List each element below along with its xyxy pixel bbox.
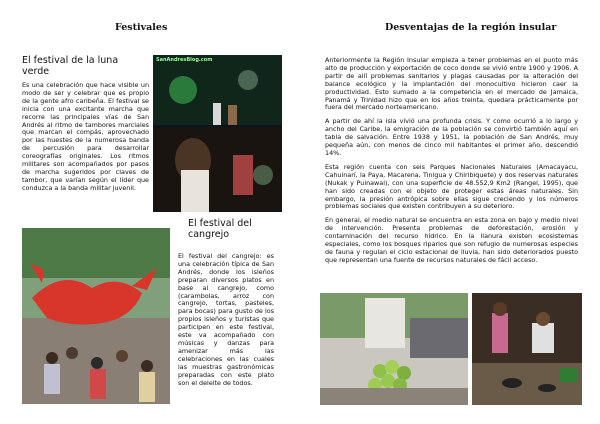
paragraph: En general, el medio natural se encuentra en esta zona en bajo y medio nivel de intervención. Presenta problemas de deforestación, erosión y contaminación del recurso hídrico. En la llanura existen ecosistemas especiales, como los bosques riparios que son refugio de numerosas especies de fauna y regulan el ciclo estacional de lluvia, han sido deteriorados puesto que representan una fuente de recursos naturales de fácil acceso. (325, 216, 578, 264)
paragraph: Esta región cuenta con seis Parques Nacionales Naturales (Amacayacu, Cahuinarí, la Paya, Macarena, Tinigua y Chiribiquete) y dos reservas naturales (Nukak y Puinawai), con una superficie de 48.552,9 Km2 (Rangel, 1995), que han sido creadas con el objeto de proteger estas áreas naturales. Sin embargo, la presión antrópica sobre ellas sigue creciendo y los números problemas sociales que existen contribuyen a su deterioro. (325, 162, 578, 211)
section-body-cangrejo: El festival del cangrejo: es una celebración típica de San Andrés, donde los isleños preparan diversos platos en base al cangrejo, como (carambolas, arroz con cangrejo, tortas, pasteles, para bocas) para gusto de los propios isleños y turistas que participen en este festival, este va acompañado con músicas y danzas para amenizar más las celebraciones en las cuales las muestras gastronómicas preparadas con este plato son el deleite de todos. (178, 252, 274, 387)
crab-parade-photo (22, 228, 170, 404)
section-body-luna: Es una celebración que hace visible un modo de ser y celebrar que es propio de la gente afro caribeña. El festival se inicia con una excitante marcha que recorre las principales vías de San Andrés al ritmo de tambores marciales que marcan el compás, aprovechado por las huestes de la numerosa banda de percusión para desarrollar coreografías originales. Los ritmos militares son acompañados por pasos de marcha sugeridos por claves de tambor, que varían según el líder que conduzca a la banda militar juvenil. (22, 81, 149, 192)
paragraph: A partir de ahí la isla vivió una profunda crisis. Y como ocurrió a lo largo y ancho del Caribe, la emigración de la población se convirtió también aquí en tabla de salvación. Entre 1938 y 1951, la población de San Andrés, muy pequeña aún, con menos de cinco mil habitantes el primer año, descendió 14%. (325, 117, 578, 157)
section-heading-luna: El festival de la luna verde (22, 55, 119, 77)
page-title: Festivales (115, 22, 168, 33)
photo-watermark: SanAndresBlog.com (156, 57, 213, 63)
coconut-stand-photo (320, 293, 468, 405)
turtle-release-photo (472, 293, 582, 405)
article-body (325, 57, 578, 271)
page-title: Desventajas de la región insular (385, 22, 557, 33)
right-page (300, 0, 600, 424)
paragraph: Anteriormente la Región Insular empieza a tener problemas en el punto más alto de producción y exportación de coco donde se vivió entre 1900 y 1906. A partir de allí problemas sanitarios y plagas causadas por la alteración del balance ecológico y la implantación del monocultivo hicieron caer la productividad. Esto sumado a la competencia en el mercado de Jamaica, Panamá y Trinidad hizo que en los años treinta, quedara prácticamente por fuera del mercado norteamericano. (325, 56, 578, 112)
section-heading-cangrejo: El festival del cangrejo (188, 218, 252, 240)
concert-photo (153, 55, 282, 212)
